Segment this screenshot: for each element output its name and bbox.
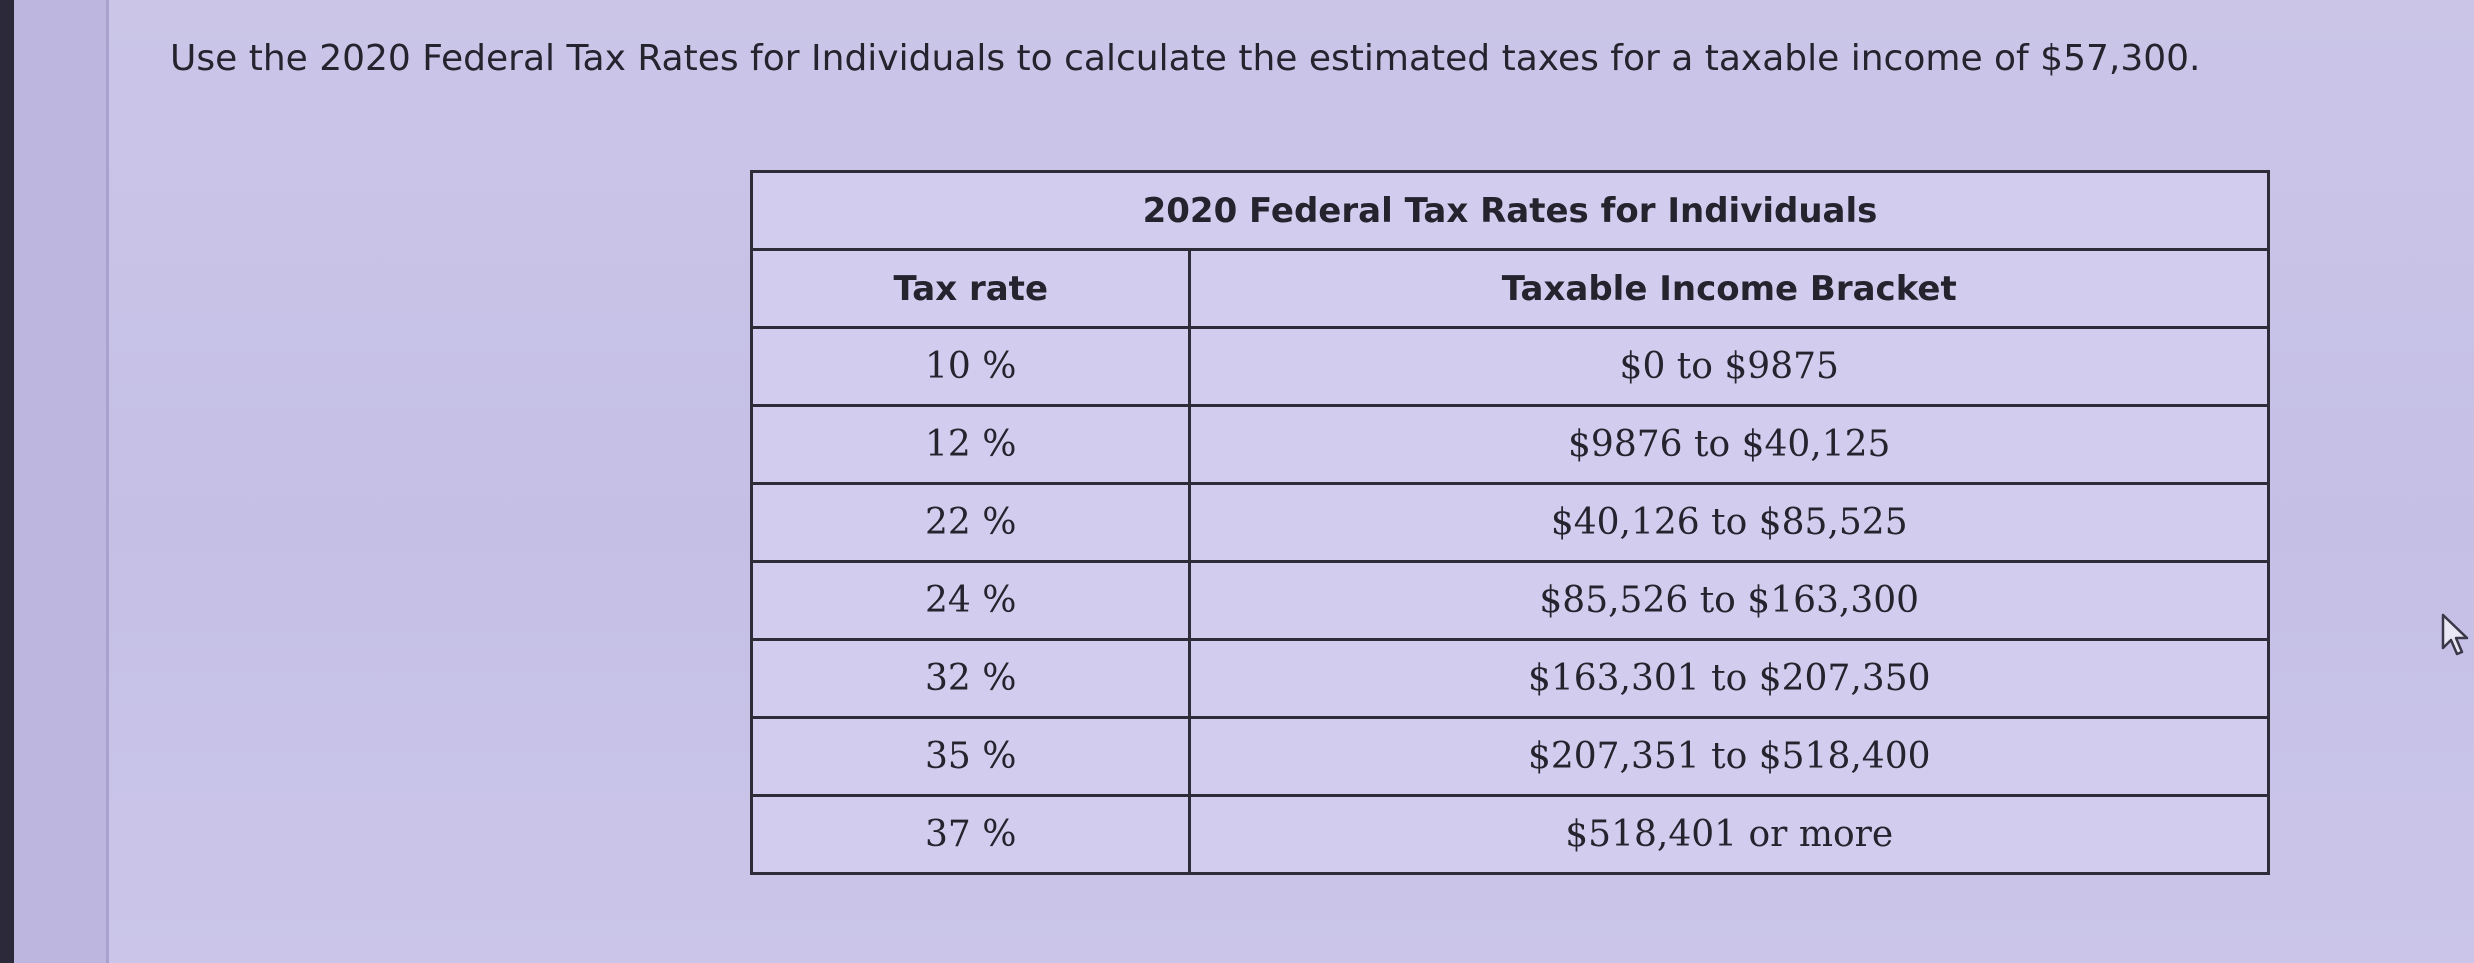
tax-rate-cell: 22 %: [752, 484, 1190, 562]
income-bracket-cell: $0 to $9875: [1190, 328, 2269, 406]
mouse-pointer-icon: [2440, 612, 2470, 658]
tax-rate-cell: 37 %: [752, 796, 1190, 874]
table-caption: 2020 Federal Tax Rates for Individuals: [752, 172, 2269, 250]
screen-bezel: [0, 0, 14, 963]
table-row: [752, 328, 2269, 406]
question-text: Use the 2020 Federal Tax Rates for Individuals to calculate the estimated taxes for a taxable income of $57,300.: [170, 38, 2201, 79]
income-bracket-cell: $207,351 to $518,400: [1190, 718, 2269, 796]
tax-rates-table: [750, 170, 2270, 875]
income-bracket-cell: $85,526 to $163,300: [1190, 562, 2269, 640]
income-bracket-cell: $518,401 or more: [1190, 796, 2269, 874]
header-tax-rate: Tax rate: [752, 250, 1190, 328]
income-bracket-cell: $9876 to $40,125: [1190, 406, 2269, 484]
tax-rate-cell: 32 %: [752, 640, 1190, 718]
table-row: [752, 562, 2269, 640]
tax-rate-cell: 12 %: [752, 406, 1190, 484]
table-row: [752, 406, 2269, 484]
header-income-bracket: Taxable Income Bracket: [1190, 250, 2269, 328]
table-row: [752, 796, 2269, 874]
left-margin: [14, 0, 109, 963]
tax-rate-cell: 10 %: [752, 328, 1190, 406]
table-row: [752, 484, 2269, 562]
income-bracket-cell: $40,126 to $85,525: [1190, 484, 2269, 562]
table-row: [752, 640, 2269, 718]
tax-rate-cell: 24 %: [752, 562, 1190, 640]
tax-rate-cell: 35 %: [752, 718, 1190, 796]
income-bracket-cell: $163,301 to $207,350: [1190, 640, 2269, 718]
table-row: [752, 718, 2269, 796]
